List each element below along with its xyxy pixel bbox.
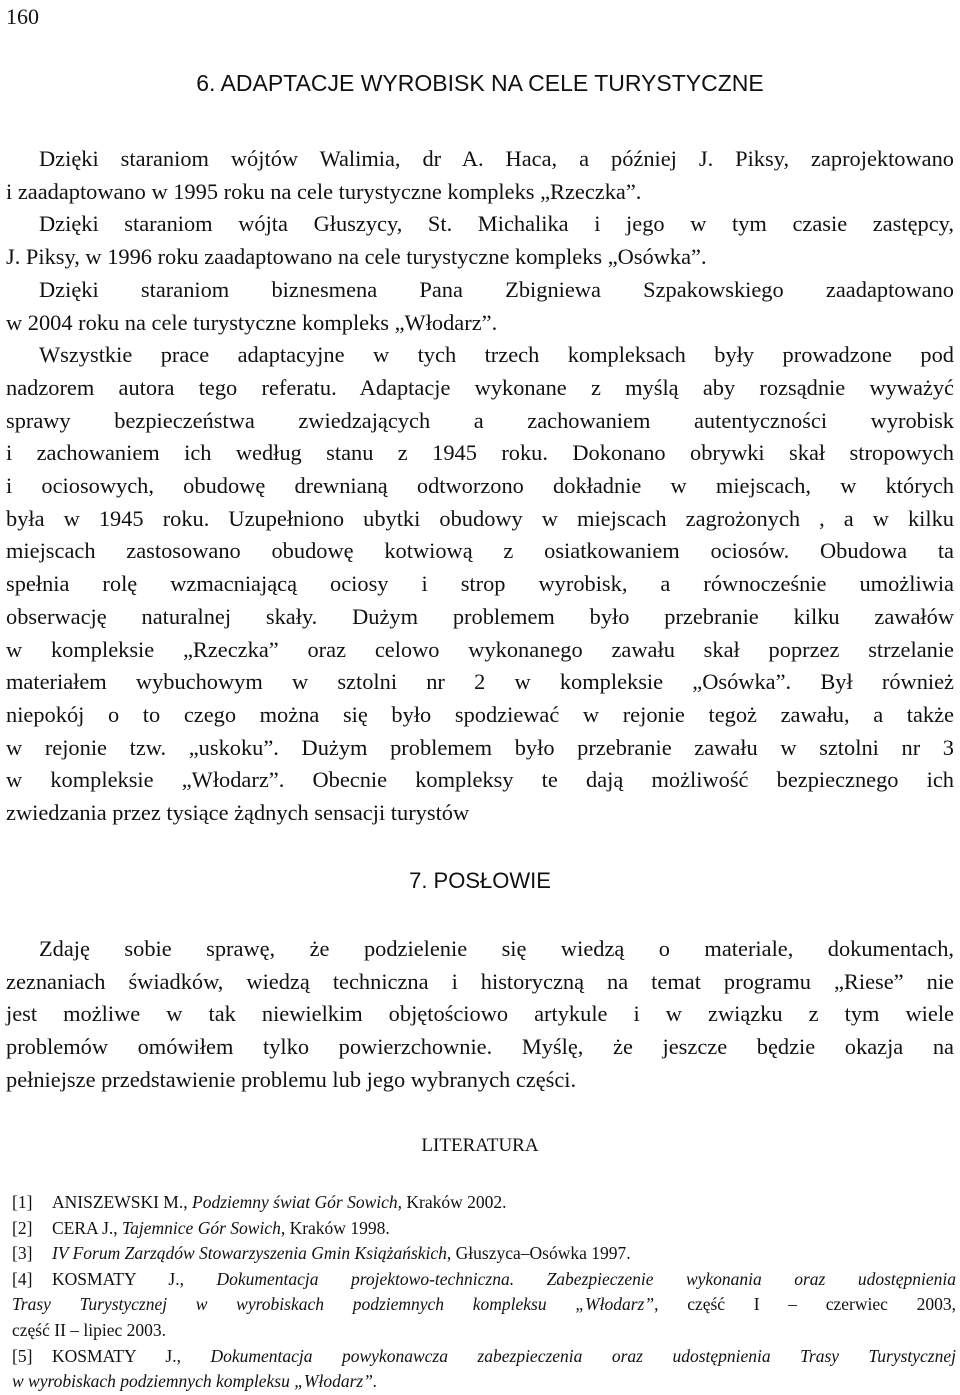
section-6-heading: 6. ADAPTACJE WYROBISK NA CELE TURYSTYCZNE	[196, 70, 764, 96]
text-line: pełniejsze przedstawienie problemu lub jego wybranych części.	[6, 1066, 577, 1092]
reference-title: Dokumentacja projektowo-techniczna. Zabezpieczenie wykonania oraz udostępnienia	[216, 1268, 957, 1289]
reference-title: Podziemny świat Gór Sowich	[192, 1192, 398, 1212]
reference-details-continued: część II – lipiec 2003.	[12, 1319, 167, 1340]
reference-number: [1]	[12, 1192, 33, 1212]
text-line: niepokój o to czego można się było spodziewać w rejonie tegoż zawału, a także	[6, 701, 954, 727]
text-line: Dzięki staraniom wójtów Walimia, dr A. Haca, a później J. Piksy, zaprojektowano	[39, 146, 954, 171]
section-7-heading: 7. POSŁOWIE	[409, 868, 551, 893]
section-6-body	[6, 143, 954, 830]
text-line: Zdaję sobie sprawę, że podzielenie się wiedzą o materiale, dokumentach,	[39, 936, 954, 961]
reference-title: Dokumentacja powykonawcza zabezpieczenia oraz udostępnienia Trasy Turystycznej	[210, 1345, 956, 1366]
reference-details: , część I – czerwiec 2003,	[654, 1294, 956, 1315]
reference-list	[12, 1190, 956, 1395]
text-line: obserwację naturalnej skały. Dużym problemem było przebranie kilku zawałów	[6, 603, 954, 629]
reference-number: [2]	[12, 1217, 33, 1238]
reference-number: [3]	[12, 1243, 33, 1264]
reference-number: [5]	[12, 1345, 33, 1366]
text-line: Dzięki staraniom wójta Głuszycy, St. Michalika i jego w tym czasie zastępcy,	[39, 211, 954, 237]
reference-details: , Kraków 2002.	[397, 1192, 507, 1212]
text-line: materiałem wybuchowym w sztolni nr 2 w kompleksie „Osówka”. Był również	[6, 669, 954, 695]
text-line: w kompleksie „Włodarz”. Obecnie kompleksy te dają możliwość bezpiecznego ich	[6, 767, 954, 793]
page-number: 160	[6, 4, 39, 29]
text-line: w kompleksie „Rzeczka” oraz celowo wykonanego zawału skał poprzez strzelanie	[6, 636, 954, 662]
text-line: i ociosowych, obudowę drewnianą odtworzono dokładnie w miejscach, w których	[6, 473, 954, 499]
reference-title-continued: w wyrobiskach podziemnych kompleksu „Włodarz”.	[12, 1371, 378, 1392]
text-line: w 2004 roku na cele turystyczne kompleks „Włodarz”.	[6, 309, 498, 335]
reference-author: ANISZEWSKI M.,	[52, 1192, 188, 1212]
reference-title-continued: Trasy Turystycznej w wyrobiskach podziemnych kompleksu „Włodarz”	[12, 1294, 655, 1315]
text-line: spełnia rolę wzmacniającą ociosy i strop wyrobisk, a równocześnie umożliwia	[6, 571, 954, 597]
reference-item	[12, 1267, 956, 1344]
reference-item	[12, 1190, 956, 1216]
reference-author: KOSMATY J.,	[52, 1268, 184, 1289]
reference-author: KOSMATY J.,	[52, 1345, 181, 1366]
reference-item	[12, 1241, 956, 1267]
reference-details: , Kraków 1998.	[280, 1217, 390, 1238]
text-line: Dzięki staraniom biznesmena Pana Zbigniewa Szpakowskiego zaadaptowano	[39, 276, 954, 302]
text-line: miejscach zastosowano obudowę kotwiową z osiatkowaniem ociosów. Obudowa ta	[6, 538, 954, 564]
text-line: zeznaniach świadków, wiedzą techniczna i historyczną na temat programu „Riese” nie	[6, 968, 954, 994]
text-line: zwiedzania przez tysiące żądnych sensacji turystów	[6, 800, 470, 826]
text-line: była w 1945 roku. Uzupełniono ubytki obudowy w miejscach zagrożonych , a w kilku	[6, 505, 954, 531]
text-line: sprawy bezpieczeństwa zwiedzających a zachowaniem autentyczności wyrobisk	[6, 407, 954, 433]
text-line: i zachowaniem ich według stanu z 1945 roku. Dokonano obrywki skał stropowych	[6, 440, 954, 466]
text-line: w rejonie tzw. „uskoku”. Dużym problemem było przebranie zawału w sztolni nr 3	[6, 734, 954, 760]
text-line: i zaadaptowano w 1995 roku na cele turystyczne kompleks „Rzeczka”.	[6, 178, 642, 204]
reference-number: [4]	[12, 1268, 33, 1289]
reference-title: Tajemnice Gór Sowich	[122, 1217, 281, 1238]
reference-author: CERA J.,	[52, 1217, 118, 1238]
reference-item	[12, 1216, 956, 1242]
text-line: problemów omówiłem tylko powierzchownie. Myślę, że jeszcze będzie okazja na	[6, 1034, 954, 1060]
reference-title: IV Forum Zarządów Stowarzyszenia Gmin Książańskich	[52, 1243, 447, 1264]
section-7-body	[6, 933, 954, 1097]
text-line: J. Piksy, w 1996 roku zaadaptowano na cele turystyczne kompleks „Osówka”.	[6, 244, 707, 270]
reference-details: , Głuszyca–Osówka 1997.	[446, 1243, 631, 1264]
text-line: Wszystkie prace adaptacyjne w tych trzech kompleksach były prowadzone pod	[39, 342, 954, 368]
text-line: jest możliwe w tak niewielkim objętościowo artykule i w związku z tym wiele	[6, 1001, 954, 1027]
reference-item	[12, 1344, 956, 1395]
literature-heading: LITERATURA	[421, 1135, 539, 1156]
text-line: nadzorem autora tego referatu. Adaptacje wykonane z myślą aby rozsądnie wyważyć	[6, 374, 954, 400]
